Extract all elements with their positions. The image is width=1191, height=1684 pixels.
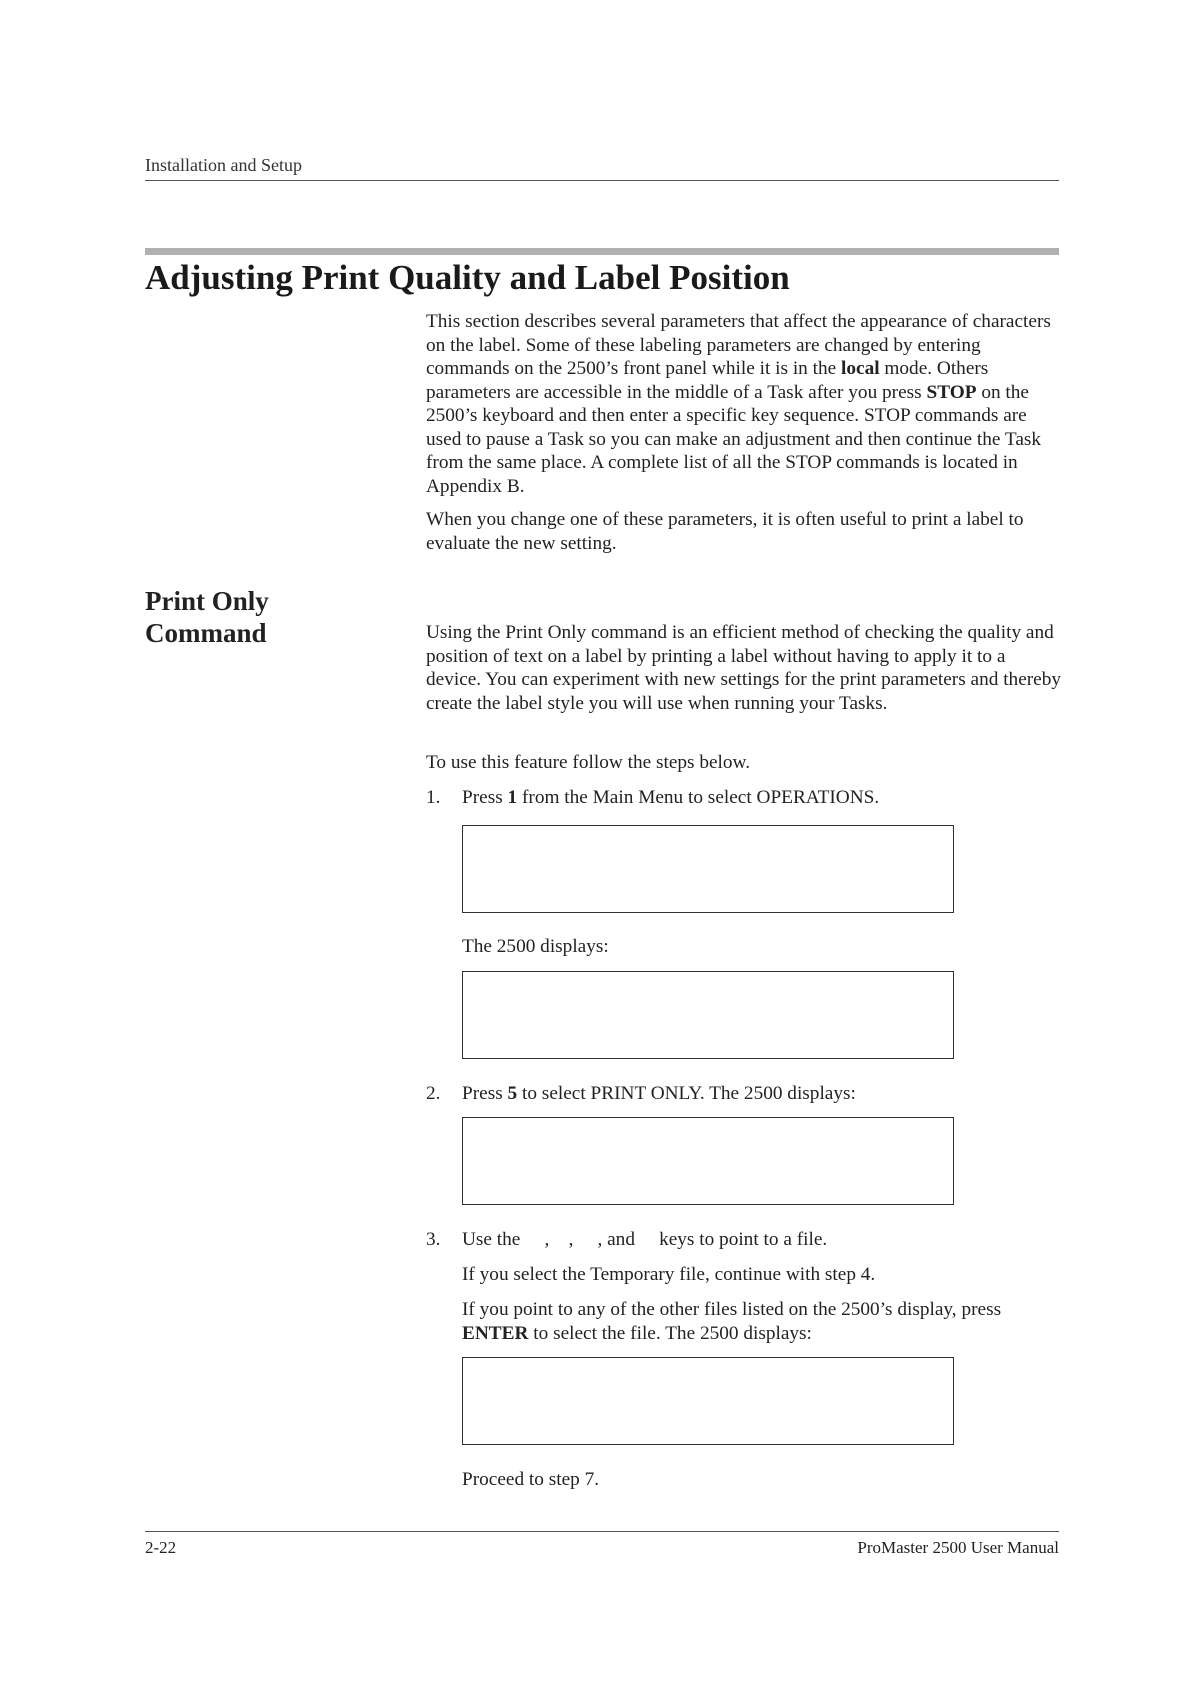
- displays-note: The 2500 displays:: [462, 936, 609, 957]
- display-box-3: [462, 1117, 954, 1205]
- footer-rule: [145, 1531, 1059, 1532]
- title-bar: [145, 248, 1059, 255]
- section-title: Adjusting Print Quality and Label Position: [145, 258, 790, 297]
- display-box-4: [462, 1357, 954, 1445]
- manual-title: ProMaster 2500 User Manual: [857, 1538, 1059, 1557]
- temporary-file-note: If you select the Temporary file, continue with step 4.: [462, 1264, 876, 1285]
- page-number: 2-22: [145, 1538, 177, 1557]
- subsection-heading: Print Only Command: [145, 586, 269, 648]
- running-header: Installation and Setup: [145, 155, 302, 175]
- intro-paragraph-2: When you change one of these parameters, it is often useful to print a label to evaluate the new setting.: [426, 509, 1024, 554]
- steps-intro: To use this feature follow the steps below.: [426, 752, 751, 773]
- intro-paragraph: This section describes several parameters that affect the appearance of characters on the label. Some of these labeling parameters are changed by entering commands on the 2500’s front panel while it is in the local mode. Others parameters are accessible in the middle of a Task after you press STOP on the 2500’s keyboard and then enter a specific key sequence. STOP commands are used to pause a Task so you can make an adjustment and then continue the Task from the same place. A complete list of all the STOP commands is located in Appendix B.: [426, 311, 1051, 497]
- proceed-note: Proceed to step 7.: [462, 1469, 600, 1490]
- display-box-1: [462, 825, 954, 913]
- other-files-note: If you point to any of the other files listed on the 2500’s display, press ENTER to select the file. The 2500 displays:: [462, 1299, 1002, 1344]
- print-only-paragraph: Using the Print Only command is an efficient method of checking the quality and position of text on a label by printing a label without having to apply it to a device. You can experiment with new settings for the print parameters and thereby create the label style you will use when running your Tasks.: [426, 622, 1062, 714]
- header-rule: [145, 180, 1059, 181]
- display-box-2: [462, 971, 954, 1059]
